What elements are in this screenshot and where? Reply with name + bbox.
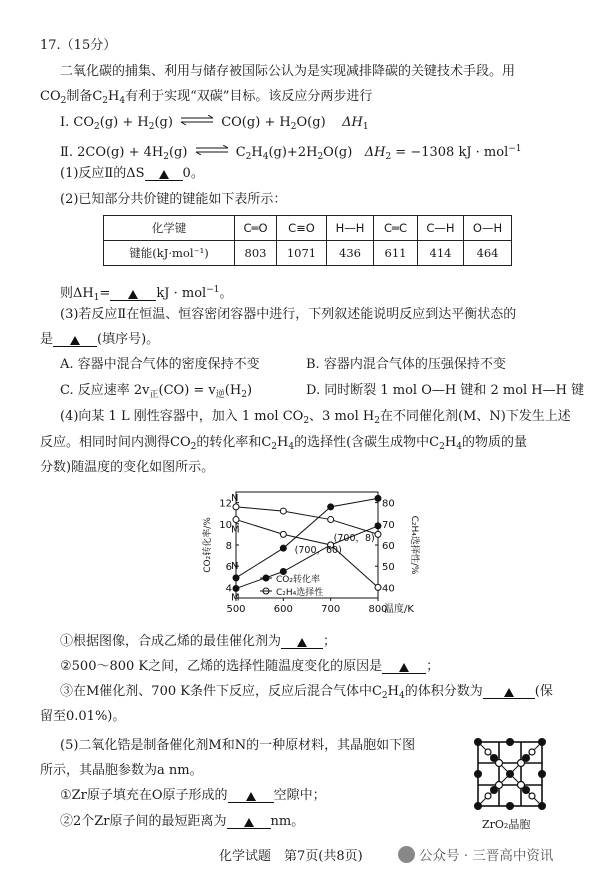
table-cell: O—H bbox=[464, 216, 512, 241]
answer-blank[interactable] bbox=[483, 685, 535, 699]
part-3-line-1: (3)若反应Ⅱ在恒温、恒容密闭容器中进行，下列叙述能说明反应到达平衡状态的 bbox=[60, 307, 517, 322]
y-right-tick-label: 50 bbox=[382, 562, 395, 574]
crystal-caption: ZrO₂晶胞 bbox=[482, 818, 531, 831]
x-tick-label: 600 bbox=[273, 604, 293, 615]
option-d: D. 同时断裂 1 mol O—H 键和 2 mol H—H 键 bbox=[306, 383, 585, 398]
data-point bbox=[233, 517, 239, 523]
option-a: A. 容器中混合气体的密度保持不变 bbox=[60, 357, 260, 372]
table-cell: C—H bbox=[418, 216, 464, 241]
table-row-label: 键能(kJ·mol⁻¹) bbox=[104, 241, 235, 266]
option-c: C. 反应速率 $2v_正(CO) = v_逆(H_2)$ bbox=[60, 383, 253, 400]
series-label: N bbox=[231, 492, 239, 504]
answer-blank[interactable] bbox=[382, 660, 426, 674]
data-point bbox=[233, 585, 239, 591]
table-cell: H—H bbox=[327, 216, 374, 241]
table-cell: C═O bbox=[235, 216, 277, 241]
part-5-q2: ②2个Zr原子间的最短距离为 nm。 bbox=[60, 814, 305, 829]
legend-label: CO₂转化率 bbox=[276, 575, 320, 585]
legend-label: C₂H₄选择性 bbox=[276, 588, 324, 598]
data-point bbox=[328, 504, 334, 510]
table-cell: C≡O bbox=[277, 216, 327, 241]
part-2-answer: 则$\Delta H_1=$ kJ · mol$^{-1}$。 bbox=[60, 285, 233, 303]
x-tick-label: 500 bbox=[226, 604, 246, 615]
part-3-line-2: 是 (填序号)。 bbox=[40, 332, 160, 347]
y-right-tick-label: 60 bbox=[382, 541, 395, 552]
answer-blank[interactable] bbox=[281, 635, 323, 649]
watermark: 公众号 · 三晋高中资讯 bbox=[398, 844, 553, 864]
data-point bbox=[375, 523, 381, 529]
page-footer: 化学试题 第7页(共8页) bbox=[219, 849, 363, 864]
part-4-line-2: 反应。相同时间内测得$CO_2$的转化率和$C_2H_4$的选择性(含碳生成物中$C_2H_4$的物质的量 bbox=[40, 435, 527, 452]
data-point bbox=[375, 495, 381, 501]
table-cell: C═C bbox=[374, 216, 418, 241]
part-4-q2: ②500～800 K之间，乙烯的选择性随温度变化的原因是 ； bbox=[60, 659, 440, 674]
triangle-icon bbox=[246, 792, 256, 801]
table-row bbox=[104, 241, 512, 266]
series-label: M bbox=[231, 592, 240, 604]
answer-blank[interactable] bbox=[53, 333, 97, 347]
answer-blank[interactable] bbox=[145, 167, 183, 181]
data-point bbox=[233, 575, 239, 581]
table-cell: 1071 bbox=[277, 241, 327, 266]
y-left-tick-label: 10 bbox=[219, 519, 232, 531]
y-left-tick-label: 4 bbox=[225, 583, 232, 595]
part-4-q1: ①根据图像，合成乙烯的最佳催化剂为 ； bbox=[60, 634, 337, 649]
y-right-tick-label: 80 bbox=[382, 498, 395, 510]
bond-energy-table bbox=[103, 215, 512, 266]
crystal-cell-figure bbox=[470, 738, 552, 818]
table-cell: 803 bbox=[235, 241, 277, 266]
triangle-icon bbox=[159, 170, 169, 179]
triangle-icon bbox=[297, 638, 307, 647]
table-cell: 414 bbox=[418, 241, 464, 266]
series-label: M bbox=[231, 524, 240, 536]
y-left-tick-label: 8 bbox=[225, 541, 232, 552]
y-left-tick-label: 12 bbox=[219, 498, 232, 510]
catalyst-chart bbox=[178, 480, 438, 630]
y-left-tick-label: 6 bbox=[225, 562, 232, 574]
x-tick-label: 700 bbox=[321, 604, 341, 615]
part-5-line-1: (5)二氧化锆是制备催化剂M和N的一种原材料，其晶胞如下图 bbox=[60, 738, 416, 753]
wechat-icon bbox=[398, 846, 415, 863]
reaction-2: Ⅱ. $2CO(g) + 4H_2(g)$ $C_2H_4(g)+2H_2O(g)$ $\Delta H_2 = -1308$ kJ · mol$^{-1}$ bbox=[60, 144, 522, 162]
part-4-line-3: 分数)随温度的变化如图所示。 bbox=[40, 460, 215, 475]
part-1: (1)反应Ⅱ的ΔS 0。 bbox=[60, 166, 204, 181]
y-left-axis-label: CO₂转化率/% bbox=[203, 517, 213, 573]
data-point bbox=[280, 569, 286, 575]
y-right-tick-label: 70 bbox=[382, 519, 395, 531]
data-point bbox=[375, 584, 381, 590]
data-point bbox=[328, 517, 334, 523]
answer-blank[interactable] bbox=[227, 815, 271, 829]
triangle-icon bbox=[504, 688, 514, 697]
table-cell: 464 bbox=[464, 241, 512, 266]
data-point bbox=[280, 531, 286, 537]
table-header-label: 化学键 bbox=[104, 216, 235, 241]
y-right-tick-label: 40 bbox=[382, 583, 395, 595]
equilibrium-arrow-icon bbox=[180, 115, 214, 125]
table-cell: 611 bbox=[374, 241, 418, 266]
triangle-icon bbox=[244, 818, 254, 827]
intro-line-1: 二氧化碳的捕集、利用与储存被国际公认为是实现减排降碳的关键技术手段。用 bbox=[60, 64, 516, 79]
data-point bbox=[375, 531, 381, 537]
part-5-line-2: 所示，其晶胞参数为a nm。 bbox=[40, 763, 203, 778]
triangle-icon bbox=[128, 290, 138, 299]
series-line bbox=[236, 507, 378, 535]
data-point bbox=[280, 545, 286, 551]
x-tick-label: 800 bbox=[368, 604, 388, 615]
equilibrium-arrow-icon bbox=[195, 145, 229, 155]
data-point bbox=[233, 504, 239, 510]
part-2-intro: (2)已知部分共价键的键能如下表所示： bbox=[60, 192, 287, 207]
part-4-q3: ③在M催化剂、700 K条件下反应，反应后混合气体中$C_2H_4$的体积分数为 (保 bbox=[60, 684, 553, 701]
y-right-axis-label: C₂H₄选择性/% bbox=[409, 515, 419, 575]
question-number: 17.（15分） bbox=[40, 38, 117, 53]
table-row bbox=[104, 216, 512, 241]
x-axis-label: 温度/K bbox=[384, 604, 414, 615]
part-4-line-1: (4)向某 1 L 刚性容器中，加入 1 mol $CO_2$、3 mol $H_2$在不同催化剂(M、N)下发生上述 bbox=[60, 409, 571, 426]
answer-blank[interactable] bbox=[110, 287, 156, 301]
annotation-label: (700，60) bbox=[294, 545, 342, 556]
reaction-1: Ⅰ. $CO_2(g) + H_2(g)$ $CO(g) + H_2O(g)$ $\Delta H_1$ bbox=[60, 115, 369, 132]
table-cell: 436 bbox=[327, 241, 374, 266]
triangle-icon bbox=[70, 336, 80, 345]
intro-line-2: $CO_2$制备$C_2H_4$有利于实现“双碳”目标。该反应分两步进行 bbox=[40, 89, 373, 106]
option-b: B. 容器内混合气体的压强保持不变 bbox=[306, 357, 506, 372]
annotation-label: (700，8) bbox=[333, 533, 375, 544]
answer-blank[interactable] bbox=[228, 789, 274, 803]
part-4-q3-cont: 留至0.01%)。 bbox=[40, 709, 126, 724]
data-point bbox=[280, 508, 286, 514]
series-label: N bbox=[231, 560, 239, 572]
triangle-icon bbox=[399, 663, 409, 672]
part-5-q1: ①Zr原子填充在O原子形成的 空隙中； bbox=[60, 788, 326, 803]
